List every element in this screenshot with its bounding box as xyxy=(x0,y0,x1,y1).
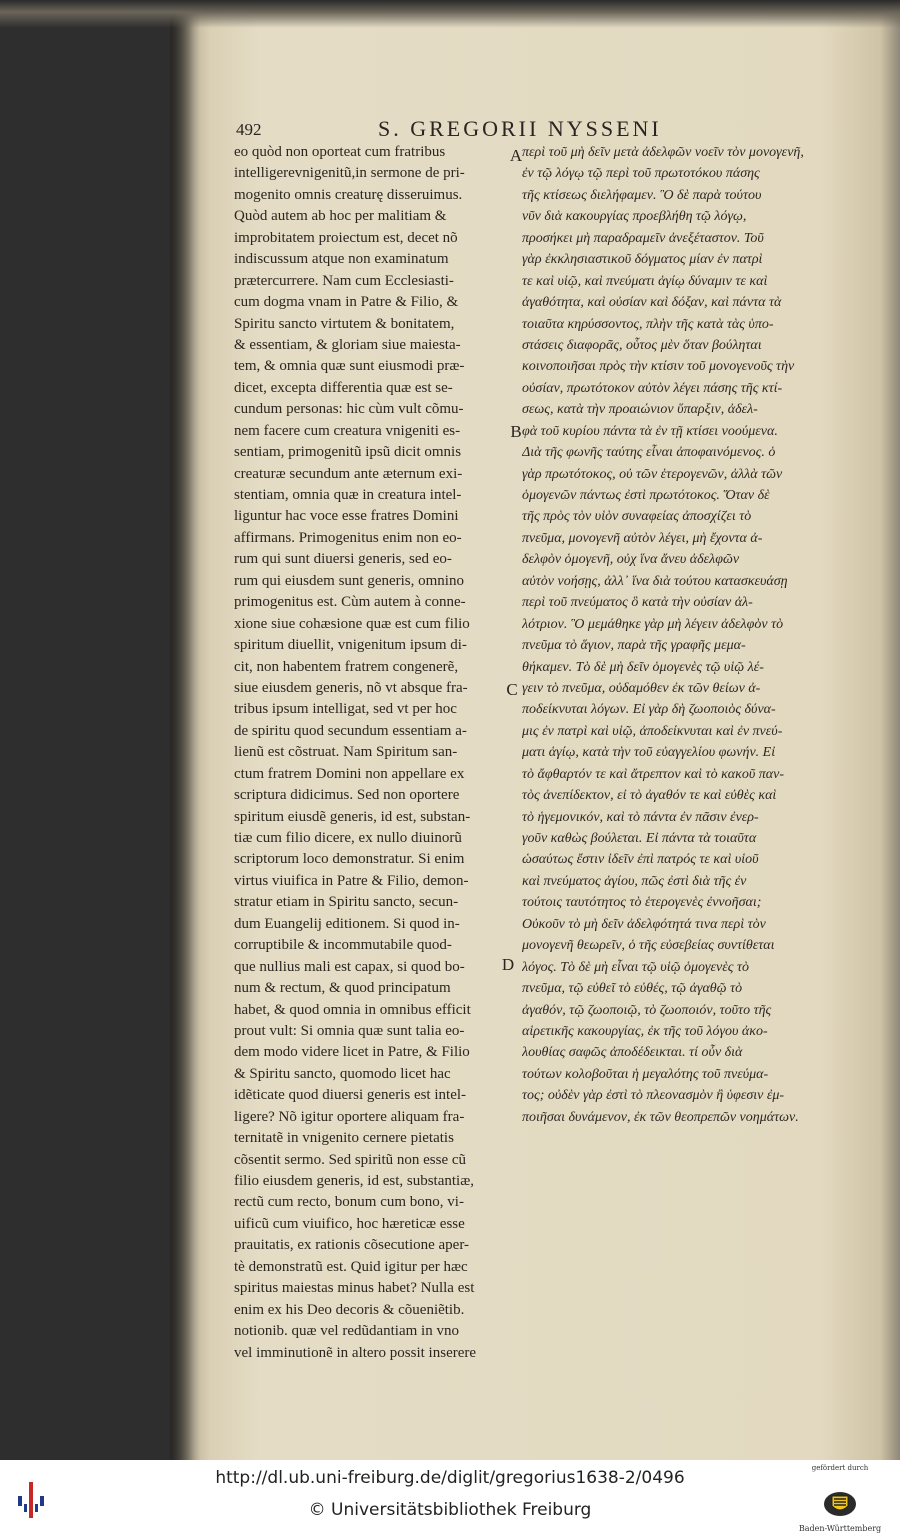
greek-text-line: κοινοποιῆσαι πρὸς τὴν κτίσιν τοῦ μονογενοῦς τὴν xyxy=(522,359,795,375)
latin-text-line: notionib. quæ vel redũdantiam in vno xyxy=(234,1323,459,1340)
greek-text-line: προσήκει μὴ παραδραμεῖν ἀνεξέταστον. Τοῦ xyxy=(522,230,764,246)
margin-marker-b: B xyxy=(510,422,522,441)
latin-text-line: stentiam, omnia quæ in creatura intel- xyxy=(234,487,462,503)
latin-column xyxy=(234,142,506,1364)
greek-text-line: λουθίας σαφῶς ἀποδέδεικται. τί οὖν διὰ xyxy=(522,1045,743,1061)
latin-text-line: primogenitus est. Cùm autem à conne- xyxy=(234,594,466,611)
greek-text-line: τούτων κολοβοῦται ἡ μεγαλότης τοῦ πνεύμα- xyxy=(522,1066,769,1082)
latin-text-line: siue eiusdem generis, nõ vt absque fra- xyxy=(234,679,468,696)
latin-text-line: cõsentit sermo. Sed spiritũ non esse cũ xyxy=(234,1151,467,1168)
greek-text-line: τὸ ἄφθαρτόν τε καὶ ἄτρεπτον καὶ τὸ κακοῦ παν- xyxy=(522,766,785,782)
greek-text-line: μις ἐν πατρὶ καὶ υἱῷ, ἀποδείκνυται καὶ ἐν πνεύ- xyxy=(522,723,783,739)
footer-bar xyxy=(0,1460,900,1537)
latin-text-line: filio eiusdem generis, id est, substantiæ, xyxy=(234,1173,474,1189)
greek-text-line: γειν τὸ πνεῦμα, οὐδαμόθεν ἐκ τῶν θείων ἀ- xyxy=(522,680,761,696)
greek-text-line: καὶ πνεύματος ἁγίου, πῶς ἐστὶ διὰ τῆς ἐν xyxy=(522,873,747,889)
latin-text-line: & Spiritu sancto, quomodo licet hac xyxy=(234,1065,451,1082)
latin-text-line: habet, & quod omnia in omnibus efficit xyxy=(234,1001,471,1018)
greek-text-line: ποδείκνυται λόγων. Εἰ γὰρ δὴ ζωοποιὸς δύνα- xyxy=(522,702,776,718)
greek-text-line: γοῦν καθὼς βούλεται. Εἰ πάντα τὰ τοιαῦτα xyxy=(522,831,757,846)
latin-text-line: intelligerevnigenitũ,in sermone de pri- xyxy=(234,165,465,182)
latin-text-line: scriptura didicimus. Sed non oportere xyxy=(234,787,460,804)
latin-text-line: Quòd autem ab hoc per malitiam & xyxy=(234,208,447,225)
greek-text-line: σεως, κατὰ τὴν προαιώνιον ὕπαρξιν, ἀδελ- xyxy=(522,402,758,418)
latin-text-line: dicet, excepta differentia quæ est se- xyxy=(234,379,453,396)
greek-text-line: θήκαμεν. Τὸ δὲ μὴ δεῖν ὁμογενὲς τῷ υἱῷ λέ- xyxy=(522,659,764,675)
latin-text-line: que nullius mali est capax, si quod bo- xyxy=(234,958,465,975)
margin-marker-d: D xyxy=(501,955,515,974)
latin-text-line: rum qui eiusdem sunt generis, omnino xyxy=(234,572,464,589)
latin-text-line: tribus ipsum intelligat, sed vt per hoc xyxy=(234,701,457,718)
margin-marker-a: A xyxy=(509,146,523,165)
latin-text-line: vel imminutionẽ in altero possit inserere xyxy=(234,1344,477,1361)
latin-text-line: spiritum diuellit, vnigenitum ipsum di- xyxy=(234,637,467,654)
permalink-url[interactable]: http://dl.ub.uni-freiburg.de/diglit/gregorius1638-2/0496 xyxy=(215,1468,685,1488)
greek-text-line: οὐσίαν, πρωτότοκον αὐτὸν λέγει πάσης τῆς κτί- xyxy=(522,380,783,396)
latin-text-line: tem, & omnia quæ sunt eiusmodi præ- xyxy=(234,358,465,375)
greek-text-line: ἀγαθότητα, καὶ οὐσίαν καὶ δόξαν, καὶ πάντα τὰ xyxy=(522,295,782,311)
greek-text-line: στάσεις διαφορᾶς, οὗτος μὲν ὅταν βούληται xyxy=(522,337,762,353)
greek-text-line: τε καὶ υἱῷ, καὶ πνεύματι ἁγίῳ δύναμιν τε καὶ xyxy=(522,273,768,289)
latin-text-line: num & rectum, & quod principatum xyxy=(234,980,451,997)
latin-text-line: eo quòd non oporteat cum fratribus xyxy=(234,144,446,160)
latin-text-line: improbitatem proiectum est, decet nõ xyxy=(234,229,458,246)
greek-text-line: ὡσαύτως ἔστιν ἰδεῖν ἐπὶ πατρός τε καὶ υἱοῦ xyxy=(522,852,759,868)
latin-text-line: liguntur hac voce esse fratres Domini xyxy=(234,508,459,525)
latin-text-line: enim ex his Deo decoris & cõueniẽtib. xyxy=(234,1301,465,1318)
latin-text-line: nem facere cum creatura vnigeniti es- xyxy=(234,422,461,439)
greek-text-line: περὶ τοῦ πνεύματος ὃ κατὰ τὴν οὐσίαν ἀλ- xyxy=(522,595,753,611)
latin-text-line: virtus viuifica in Patre & Filio, demon- xyxy=(234,872,469,889)
greek-text-line: τος; οὐδὲν γὰρ ἐστὶ τὸ πλεονασμὸν ἢ ὑφεσιν ἐμ- xyxy=(522,1088,785,1104)
latin-text-line: prauitatis, ex rationis cõsecutione aper- xyxy=(234,1237,470,1254)
latin-text-line: prætercurrere. Nam cum Ecclesiasti- xyxy=(234,272,454,289)
latin-text-line: affirmans. Primogenitus enim non eo- xyxy=(234,529,462,546)
latin-text-line: scriptorum loco demonstratur. Si enim xyxy=(234,851,465,868)
greek-text-line: τοιαῦτα κηρύσσοντος, πλὴν τῆς κατὰ τὰς ὑπο- xyxy=(522,316,774,332)
greek-text-line: τὸ ἡγεμονικόν, καὶ τὸ πάντα ἐν πᾶσιν ἐνερ- xyxy=(522,809,759,825)
greek-text-line: αἱρετικῆς κακουργίας, ἐκ τῆς τοῦ λόγου ἀκο- xyxy=(522,1023,768,1039)
page-gutter-shadow xyxy=(170,0,210,1460)
copyright-notice: © Universitätsbibliothek Freiburg xyxy=(308,1500,592,1520)
latin-text-line: dum Euangelij editionem. Si quod in- xyxy=(234,915,460,932)
latin-text-line: tiæ cum filio dicere, ex nullo diuinorũ xyxy=(234,830,462,846)
greek-text-line: λότριον. Ὃ μεμάθηκε γὰρ μὴ λέγειν ἀδελφὸν τὸ xyxy=(522,616,784,632)
greek-text-line: λόγος. Τὸ δὲ μὴ εἶναι τῷ υἱῷ ὁμογενὲς τὸ xyxy=(522,959,749,975)
greek-text-line: ποιῆσαι δυνάμενον, ἐκ τῶν θεοπρεπῶν νοημάτων. xyxy=(522,1109,799,1125)
latin-text-line: prout vult: Si omnia quæ sunt talia eo- xyxy=(234,1022,465,1039)
greek-text-line: νῦν διὰ κακουργίας προεβλήθη τῷ λόγῳ, xyxy=(522,209,747,225)
sponsor-name: Baden-Württemberg xyxy=(798,1524,882,1533)
greek-text-line: γὰρ ἐκκλησιαστικοῦ δόγματος μίαν ἐν πατρὶ xyxy=(522,252,763,268)
greek-text-line: τούτοις ταυτότητος τὸ ἑτερογενὲς ἐννοῆσαι; xyxy=(522,895,762,911)
greek-text-line: πνεῦμα, τῷ εὐθεῖ τὸ εὐθές, τῷ ἀγαθῷ τὸ xyxy=(522,981,743,997)
greek-text-line: ματι ἁγίῳ, κατὰ τὴν τοῦ εὐαγγελίου φωνήν. Εἰ xyxy=(522,745,776,761)
greek-text-line: Οὐκοῦν τὸ μὴ δεῖν ἀδελφότητά τινα περὶ τὸν xyxy=(522,916,766,932)
baden-wuerttemberg-seal-icon xyxy=(822,1486,858,1522)
latin-text-line: uificũ cum viuifico, hoc hæreticæ esse xyxy=(234,1215,465,1232)
page-top-shadow xyxy=(0,0,900,28)
latin-text-line: ligere? Nõ igitur oportere aliquam fra- xyxy=(234,1108,465,1125)
greek-text-line: πνεῦμα τὸ ἅγιον, παρὰ τῆς γραφῆς μεμα- xyxy=(522,638,746,654)
latin-text-line: mogenito omnis creaturę disseruimus. xyxy=(234,186,463,203)
greek-text-line: τῆς πρὸς τὸν υἱὸν συναφείας ἀποσχίζει τὸ xyxy=(522,509,752,525)
latin-text-line: corruptibile & incommutabile quod- xyxy=(234,937,452,954)
latin-text-line: rectũ cum recto, bonum cum bono, vi- xyxy=(234,1194,464,1211)
page-number: 492 xyxy=(236,120,262,139)
latin-text-line: ctum fratrem Domini non appellare ex xyxy=(234,765,465,782)
greek-column xyxy=(522,142,850,1128)
greek-text-line: πνεῦμα, μονογενῆ αὐτὸν λέγει, μὴ ἔχοντα ἀ- xyxy=(522,530,763,546)
latin-text-line: & essentiam, & gloriam siue maiesta- xyxy=(234,336,461,353)
latin-text-line: cit, non habentem fratrem congenerẽ, xyxy=(234,658,459,675)
greek-text-line: τὸς ἀνεπίδεκτον, εἰ τὸ ἀγαθόν τε καὶ εὐθὲς καὶ xyxy=(522,788,777,804)
margin-marker-c: C xyxy=(506,680,518,699)
latin-text-line: de spiritu quod secundum essentiam a- xyxy=(234,722,467,739)
latin-text-line: rum qui sunt diuersi generis, sed eo- xyxy=(234,551,452,568)
greek-text-line: Διὰ τῆς φωνῆς ταύτης εἶναι ἀποφαινόμενος. ὁ xyxy=(522,445,776,461)
greek-text-line: δελφὸν ὁμογενῆ, οὐχ ἵνα ἄνευ ἀδελφῶν xyxy=(522,552,740,568)
latin-text-line: creaturæ secundum ante æternum exi- xyxy=(234,465,463,482)
greek-text-line: περὶ τοῦ μὴ δεῖν μετὰ ἀδελφῶν νοεῖν τὸν μονογενῆ, xyxy=(522,145,804,160)
latin-text-line: Spiritu sancto virtutem & bonitatem, xyxy=(234,315,455,332)
latin-text-line: xione siue cohæsione quæ est cum filio xyxy=(234,615,470,632)
latin-text-line: cum dogma vnam in Patre & Filio, & xyxy=(234,294,459,311)
running-head: S. GREGORII NYSSENI xyxy=(378,116,662,141)
greek-text-line: φὰ τοῦ κυρίου πάντα τὰ ἐν τῇ κτίσει νοούμενα. xyxy=(522,423,778,439)
greek-text-line: γὰρ πρωτότοκος, οὐ τῶν ἑτερογενῶν, ἀλλὰ τῶν xyxy=(522,466,783,482)
latin-text-line: dem modo videre licet in Patre, & Filio xyxy=(234,1044,470,1061)
greek-text-line: αὐτὸν νοήσῃς, ἀλλ᾽ ἵνα διὰ τούτου κατασκευάσῃ xyxy=(522,573,788,589)
latin-text-line: sentiam, primogenitũ ipsũ dicit omnis xyxy=(234,444,462,461)
latin-text-line: lienũ est cõstruat. Nam Spiritum san- xyxy=(234,744,458,761)
latin-text-line: cundum personas: hic cùm vult cõmu- xyxy=(234,401,464,418)
latin-text-line: idẽticate quod diuersi generis est intel- xyxy=(234,1087,467,1104)
greek-text-line: τῆς κτίσεως διελήφαμεν. Ὃ δὲ παρὰ τούτου xyxy=(522,187,762,203)
greek-text-line: ἐν τῷ λόγῳ τῷ περὶ τοῦ πρωτοτόκου πάσης xyxy=(522,166,760,182)
latin-text-line: spiritus maiestas minus habet? Nulla est xyxy=(234,1280,475,1297)
latin-text-line: spiritum eiusdẽ generis, id est, substan- xyxy=(234,808,471,825)
greek-text-line: ὁμογενῶν πάντως ἐστὶ πρωτότοκος. Ὅταν δὲ xyxy=(522,488,770,503)
sponsor-label: gefördert durch xyxy=(811,1464,869,1472)
greek-text-line: ἀγαθόν, τῷ ζωοποιῷ, τὸ ζωοποιόν, τοῦτο τῆς xyxy=(522,1002,772,1018)
latin-text-line: indiscussum atque non examinatum xyxy=(234,251,449,268)
sponsor-block xyxy=(790,1464,890,1534)
page-header xyxy=(236,114,850,142)
latin-text-line: ternitatẽ in vnigenito cernere pietatis xyxy=(234,1130,454,1147)
latin-text-line: stratur etiam in Spiritu sancto, secun- xyxy=(234,894,459,911)
greek-text-line: μονογενῆ θεωρεῖν, ὁ τῆς εὐσεβείας συντίθεται xyxy=(522,938,775,954)
latin-text-line: tè demonstratũ est. Quid igitur per hæc xyxy=(234,1258,468,1275)
